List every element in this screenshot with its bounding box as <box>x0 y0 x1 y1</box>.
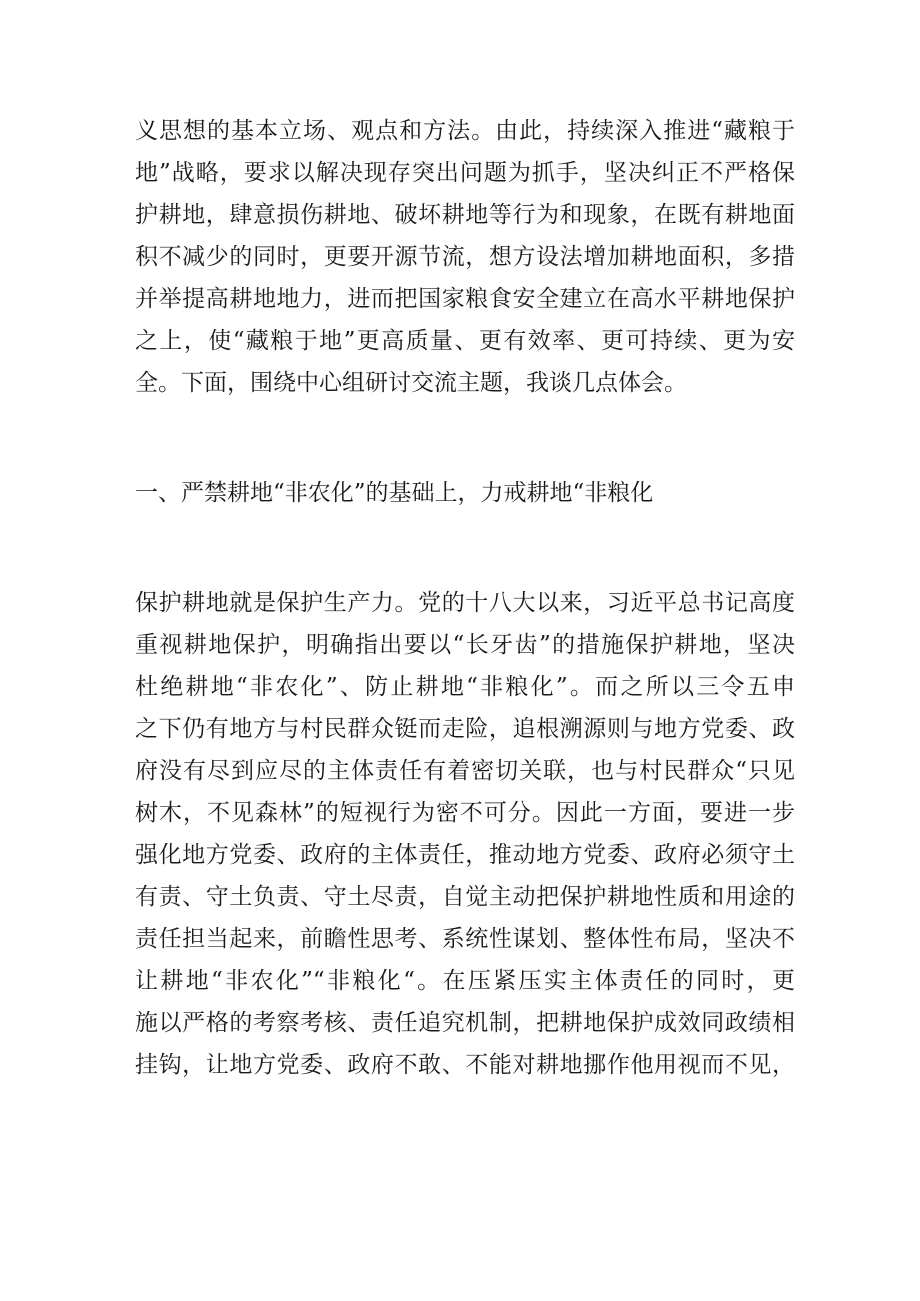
paragraph-farmland-protection <box>135 582 795 1086</box>
text-line: 责任担当起来，前瞻性思考、系统性谋划、整体性布局，坚决不 <box>135 926 795 952</box>
text-line: 保护耕地就是保护生产力。党的十八大以来，习近平总书记高度 <box>135 590 795 616</box>
text-line: 树木，不见森林”的短视行为密不可分。因此一方面，要进一步 <box>135 800 795 826</box>
text-line: 杜绝耕地“非农化”、防止耕地“非粮化”。而之所以三令五申 <box>135 674 795 700</box>
text-line: 并举提高耕地地力，进而把国家粮食安全建立在高水平耕地保护 <box>135 286 795 312</box>
text-line: 全。下面，围绕中心组研讨交流主题，我谈几点体会。 <box>135 370 687 396</box>
text-line: 护耕地，肆意损伤耕地、破坏耕地等行为和现象，在既有耕地面 <box>135 202 795 228</box>
text-line: 让耕地“非农化”“非粮化“。在压紧压实主体责任的同时，更 <box>135 968 795 994</box>
text-line: 挂钩，让地方党委、政府不敢、不能对耕地挪作他用视而不见， <box>135 1052 795 1078</box>
text-line: 义思想的基本立场、观点和方法。由此，持续深入推进“藏粮于 <box>135 118 795 144</box>
text-line: 强化地方党委、政府的主体责任，推动地方党委、政府必须守土 <box>135 842 795 868</box>
text-line: 之下仍有地方与村民群众铤而走险，追根溯源则与地方党委、政 <box>135 716 795 742</box>
heading-text: 一、严禁耕地“非农化”的基础上，力戒耕地“非粮化 <box>135 480 654 506</box>
text-line: 重视耕地保护，明确指出要以“长牙齿”的措施保护耕地，坚决 <box>135 632 795 658</box>
text-line: 施以严格的考察考核、责任追究机制，把耕地保护成效同政绩相 <box>135 1010 795 1036</box>
paragraph-spacer <box>135 514 795 582</box>
section-heading <box>135 472 795 514</box>
text-line: 积不减少的同时，更要开源节流，想方设法增加耕地面积，多措 <box>135 244 795 270</box>
paragraph-spacer <box>135 404 795 472</box>
document-body <box>135 110 795 1086</box>
text-line: 府没有尽到应尽的主体责任有着密切关联，也与村民群众“只见 <box>135 758 795 784</box>
text-line: 有责、守土负责、守土尽责，自觉主动把保护耕地性质和用途的 <box>135 884 795 910</box>
paragraph-intro <box>135 110 795 404</box>
text-line: 之上，使“藏粮于地”更高质量、更有效率、更可持续、更为安 <box>135 328 795 354</box>
text-line: 地”战略，要求以解决现存突出问题为抓手，坚决纠正不严格保 <box>135 160 795 186</box>
